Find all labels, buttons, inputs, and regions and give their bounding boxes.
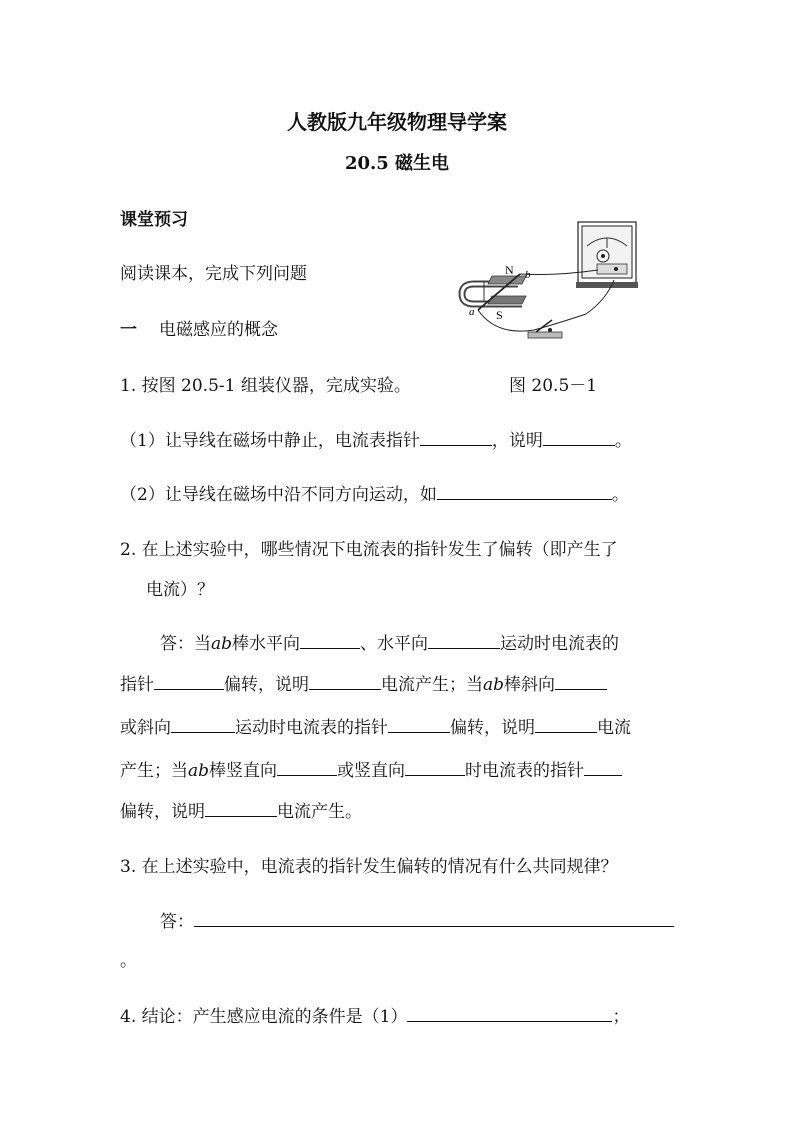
question-4-text: 4. 结论：产生感应电流的条件是（1） <box>120 1007 408 1027</box>
part-one-title: 电磁感应的概念 <box>159 320 278 340</box>
switch-icon <box>528 320 562 338</box>
answer-blank[interactable] <box>555 671 607 690</box>
question-3: 3. 在上述实验中，电流表的指针发生偏转的情况有什么共同规律？ <box>120 857 618 877</box>
q1-p1-end: 。 <box>614 431 632 451</box>
answer-blank[interactable] <box>205 798 277 817</box>
part-one-number: 一 <box>120 320 137 340</box>
ab-symbol: ab <box>211 634 233 654</box>
question-4-end: ； <box>612 1007 630 1027</box>
answer-text: 电流 <box>597 718 631 738</box>
answer-blank[interactable] <box>154 671 224 690</box>
question-2-line-2: 电流）？ <box>146 580 214 600</box>
part-one-heading <box>120 315 278 340</box>
q1-p1-text-b: ，说明 <box>491 431 543 451</box>
q2-answer-line-5 <box>120 797 362 822</box>
answer-blank[interactable] <box>584 757 622 776</box>
label-s: S <box>496 308 503 322</box>
answer-text: 棒竖直向 <box>209 761 278 781</box>
lesson-subtitle: 20.5 磁生电 <box>344 153 450 174</box>
answer-text: 或斜向 <box>120 718 171 738</box>
answer-text: 偏转，说明 <box>224 675 309 695</box>
label-a: a <box>469 306 475 318</box>
answer-blank[interactable] <box>277 757 337 776</box>
q1-p2-end: 。 <box>611 485 629 505</box>
answer-text: 电流产生；当 <box>381 675 483 695</box>
answer-blank[interactable] <box>300 630 360 649</box>
answer-text: 运动时电流表的 <box>500 634 620 654</box>
q1-p1-text-a: （1）让导线在磁场中静止，电流表指针 <box>120 431 420 451</box>
answer-blank[interactable] <box>437 481 612 500</box>
answer-text: 偏转，说明 <box>450 718 535 738</box>
answer-text: 时电流表的指针 <box>465 761 585 781</box>
answer-blank[interactable] <box>535 714 597 733</box>
answer-blank[interactable] <box>309 671 381 690</box>
figure-caption: 图 20.5－1 <box>509 376 598 396</box>
answer-text: 或竖直向 <box>337 761 406 781</box>
answer-blank[interactable] <box>428 630 500 649</box>
answer-text: 答：当 <box>160 634 211 654</box>
question-4 <box>120 1002 629 1027</box>
q1-part-1 <box>120 426 632 451</box>
question-2-line-1: 2. 在上述实验中，哪些情况下电流表的指针发生了偏转（即产生了 <box>120 540 618 560</box>
answer-text: 指针 <box>120 675 154 695</box>
answer-text: 棒水平向 <box>232 634 301 654</box>
q3-answer <box>160 907 674 932</box>
answer-blank[interactable] <box>171 714 235 733</box>
answer-text: 运动时电流表的指针 <box>235 718 388 738</box>
answer-blank[interactable] <box>405 757 465 776</box>
q1-p2-text-a: （2）让导线在磁场中沿不同方向运动，如 <box>120 485 437 505</box>
answer-label: 答： <box>160 912 194 932</box>
q2-answer-line-2 <box>120 670 607 695</box>
page-title: 人教版九年级物理导学案 <box>287 110 507 134</box>
answer-text: 偏转，说明 <box>120 802 205 822</box>
horseshoe-magnet <box>462 276 526 304</box>
q1-part-2 <box>120 480 629 505</box>
q2-answer-line-3 <box>120 713 631 738</box>
q3-end: 。 <box>120 951 137 971</box>
label-n: N <box>505 263 514 277</box>
q2-answer-line-4 <box>120 756 622 781</box>
ab-symbol: ab <box>483 675 505 695</box>
answer-blank[interactable] <box>407 1003 612 1022</box>
q2-answer-line-1 <box>160 629 619 654</box>
answer-blank[interactable] <box>194 908 674 927</box>
answer-text: 棒斜向 <box>504 675 556 695</box>
section-heading: 课堂预习 <box>120 210 188 230</box>
ab-symbol: ab <box>188 761 210 781</box>
answer-text: 电流产生。 <box>277 802 362 822</box>
galvanometer <box>576 222 638 288</box>
answer-blank[interactable] <box>543 427 615 446</box>
experiment-figure <box>456 218 640 346</box>
intro-text: 阅读课本，完成下列问题 <box>120 264 307 284</box>
question-1: 1. 按图 20.5-1 组装仪器，完成实验。 <box>120 376 411 396</box>
answer-blank[interactable] <box>388 714 450 733</box>
answer-text: 产生；当 <box>120 761 188 781</box>
answer-text: 、水平向 <box>360 634 429 654</box>
answer-blank[interactable] <box>420 427 492 446</box>
label-b: b <box>525 269 531 281</box>
